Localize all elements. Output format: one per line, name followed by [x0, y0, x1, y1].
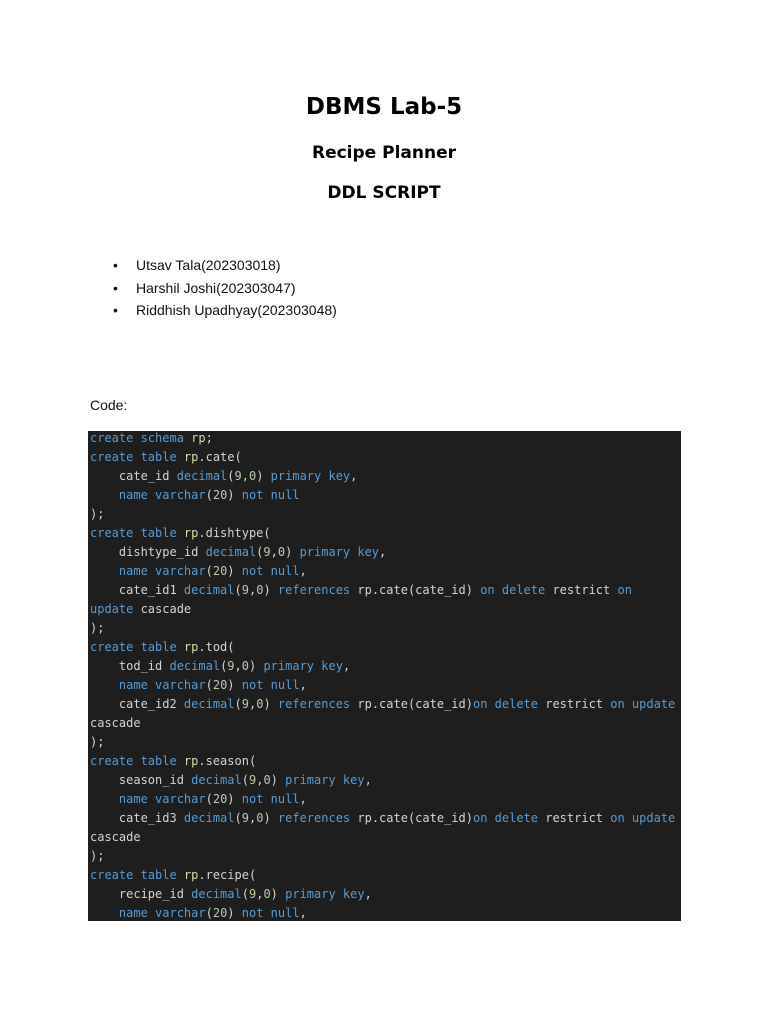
code-token: references: [277, 697, 358, 711]
code-line: [90, 678, 681, 697]
code-line: [90, 887, 681, 906]
code-label: Code:: [90, 397, 128, 413]
code-token: ): [227, 488, 242, 502]
code-token: 0: [248, 469, 257, 483]
code-token: );: [90, 735, 105, 749]
code-line: [90, 830, 681, 849]
code-token: restrict: [552, 583, 618, 597]
code-token: 0: [263, 887, 271, 901]
code-token: ,: [364, 887, 372, 901]
code-token: ,: [342, 659, 351, 673]
code-token: cate_id: [90, 469, 177, 483]
code-token: cate_id3: [90, 811, 184, 825]
code-line: [90, 754, 681, 773]
code-line: [90, 716, 681, 735]
code-token: ): [285, 545, 300, 559]
code-line: [90, 469, 681, 488]
member-name: Utsav Tala(202303018): [136, 257, 281, 273]
code-line: [90, 849, 681, 868]
code-token: recipe_id: [90, 887, 192, 901]
code-token: 0: [256, 583, 264, 597]
code-token: name varchar: [118, 488, 206, 502]
code-line: [90, 868, 681, 887]
code-token: references: [277, 583, 358, 597]
code-token: not null: [241, 678, 300, 692]
code-token: season_id: [90, 773, 192, 787]
code-token: .cate(: [198, 450, 242, 464]
code-token: ,: [299, 678, 307, 692]
code-token: decimal: [191, 887, 242, 901]
code-token: ): [256, 469, 271, 483]
code-token: ,: [234, 659, 242, 673]
code-token: rp: [183, 640, 199, 654]
code-token: rp.cate(cate_id): [357, 583, 481, 597]
code-line: [90, 811, 681, 830]
code-token: 9: [248, 773, 257, 787]
code-token: [90, 678, 119, 692]
code-token: );: [90, 621, 105, 635]
code-token: ): [263, 697, 278, 711]
code-line: [90, 621, 681, 640]
code-line: [90, 906, 681, 921]
code-line: [90, 507, 681, 526]
code-token: ,: [248, 811, 257, 825]
bullet-icon: •: [113, 279, 118, 296]
code-line: [90, 526, 681, 545]
code-token: (: [234, 583, 242, 597]
code-token: 9: [227, 659, 235, 673]
code-token: cascade: [90, 830, 141, 844]
code-line: [90, 583, 681, 602]
code-token: create table: [90, 754, 184, 768]
code-token: (: [234, 811, 242, 825]
bullet-icon: •: [113, 257, 118, 273]
code-token: (: [256, 545, 264, 559]
code-token: ,: [256, 887, 264, 901]
code-token: 9: [263, 545, 271, 559]
code-token: tod_id: [90, 659, 170, 673]
list-item: [111, 277, 337, 300]
code-line: [90, 545, 681, 564]
code-token: name varchar: [118, 678, 206, 692]
code-token: );: [90, 849, 105, 863]
code-token: on update: [610, 811, 676, 825]
code-line: [90, 640, 681, 659]
code-token: rp.cate(cate_id): [357, 697, 473, 711]
code-token: cascade: [90, 716, 141, 730]
code-token: restrict: [545, 811, 611, 825]
code-token: name varchar: [118, 792, 206, 806]
code-line: [90, 564, 681, 583]
code-token: decimal: [183, 697, 235, 711]
code-token: update: [90, 602, 141, 616]
code-token: rp: [183, 526, 199, 540]
code-token: (: [241, 773, 249, 787]
code-token: cascade: [140, 602, 192, 616]
code-token: [90, 564, 119, 578]
code-token: primary key: [285, 887, 365, 901]
code-token: rp: [183, 868, 199, 882]
member-name: Riddhish Upadhyay(202303048): [136, 302, 337, 318]
code-token: create table: [90, 868, 184, 882]
code-token: (: [241, 887, 249, 901]
code-block: [88, 431, 681, 921]
code-token: primary key: [285, 773, 365, 787]
code-token: 0: [241, 659, 249, 673]
code-token: .dishtype(: [198, 526, 271, 540]
code-token: not null: [241, 906, 300, 920]
list-item: [111, 299, 337, 322]
code-line: [90, 735, 681, 754]
code-token: [90, 906, 119, 920]
code-token: 9: [248, 887, 257, 901]
code-token: not null: [241, 488, 300, 502]
code-line: [90, 659, 681, 678]
code-token: .tod(: [198, 640, 235, 654]
code-token: (: [220, 659, 228, 673]
code-token: ,: [248, 583, 257, 597]
code-token: 20: [212, 488, 228, 502]
code-token: not null: [241, 564, 300, 578]
code-token: 0: [256, 697, 264, 711]
code-line: [90, 431, 681, 450]
code-token: rp: [183, 754, 199, 768]
code-token: create table: [90, 640, 184, 654]
code-token: ,: [299, 564, 307, 578]
code-token: ): [227, 906, 242, 920]
code-token: decimal: [183, 583, 235, 597]
code-token: ): [249, 659, 264, 673]
code-token: 20: [212, 906, 228, 920]
code-line: [90, 488, 681, 507]
code-line: [90, 602, 681, 621]
code-token: 9: [234, 469, 242, 483]
code-token: 9: [241, 697, 249, 711]
code-token: ,: [299, 906, 307, 920]
code-token: on delete: [472, 811, 546, 825]
code-token: 0: [256, 811, 264, 825]
code-token: decimal: [183, 811, 235, 825]
code-token: primary key: [299, 545, 380, 559]
code-token: on: [617, 583, 632, 597]
code-token: primary key: [270, 469, 351, 483]
code-token: ,: [379, 545, 387, 559]
code-token: ): [270, 773, 286, 787]
code-token: [90, 488, 119, 502]
code-token: rp: [183, 450, 199, 464]
bullet-icon: •: [113, 302, 118, 318]
code-token: ): [270, 887, 286, 901]
code-token: [90, 792, 119, 806]
code-token: ,: [256, 773, 264, 787]
code-token: ): [227, 792, 242, 806]
code-token: (: [205, 488, 213, 502]
code-token: 20: [212, 792, 228, 806]
code-token: ): [227, 564, 242, 578]
code-token: (: [205, 906, 213, 920]
code-token: (: [205, 564, 213, 578]
page-title: DBMS Lab-5: [305, 94, 463, 120]
code-token: name varchar: [118, 906, 206, 920]
member-name: Harshil Joshi(202303047): [136, 279, 296, 296]
code-line: [90, 792, 681, 811]
code-token: (: [227, 469, 235, 483]
code-line: [90, 697, 681, 716]
code-token: (: [205, 678, 213, 692]
code-token: rp: [191, 431, 206, 445]
code-line: [90, 450, 681, 469]
code-token: ): [263, 583, 278, 597]
code-token: (: [205, 792, 213, 806]
code-token: 20: [212, 678, 228, 692]
code-token: decimal: [191, 773, 242, 787]
code-token: on delete: [480, 583, 553, 597]
code-token: cate_id2: [90, 697, 184, 711]
code-token: 0: [263, 773, 271, 787]
code-token: ,: [299, 792, 307, 806]
code-token: ): [263, 811, 278, 825]
code-token: ,: [270, 545, 278, 559]
list-item: [111, 254, 337, 277]
code-token: dishtype_id: [90, 545, 206, 559]
code-token: references: [277, 811, 358, 825]
code-token: ,: [364, 773, 372, 787]
code-token: decimal: [205, 545, 257, 559]
script-heading: DDL SCRIPT: [327, 183, 441, 203]
code-token: rp.cate(cate_id): [357, 811, 473, 825]
code-token: ,: [241, 469, 249, 483]
code-token: on update: [610, 697, 676, 711]
code-token: 9: [241, 583, 249, 597]
code-token: cate_id1: [90, 583, 184, 597]
code-token: not null: [241, 792, 300, 806]
code-line: [90, 773, 681, 792]
team-member-list: [111, 254, 337, 322]
code-token: create table: [90, 450, 184, 464]
code-token: decimal: [169, 659, 221, 673]
code-token: create table: [90, 526, 184, 540]
code-token: (: [234, 697, 242, 711]
code-token: 0: [277, 545, 286, 559]
code-token: decimal: [176, 469, 228, 483]
code-token: ,: [350, 469, 358, 483]
code-token: );: [90, 507, 105, 521]
code-token: name varchar: [118, 564, 206, 578]
code-token: 20: [212, 564, 228, 578]
code-token: .recipe(: [198, 868, 257, 882]
code-token: ): [227, 678, 242, 692]
page-subtitle: Recipe Planner: [311, 143, 457, 163]
code-token: ,: [248, 697, 257, 711]
code-token: primary key: [263, 659, 343, 673]
code-token: restrict: [545, 697, 611, 711]
code-token: on delete: [472, 697, 546, 711]
code-token: create schema: [90, 431, 192, 445]
code-token: .season(: [198, 754, 257, 768]
code-token: ;: [205, 431, 213, 445]
code-token: 9: [241, 811, 249, 825]
